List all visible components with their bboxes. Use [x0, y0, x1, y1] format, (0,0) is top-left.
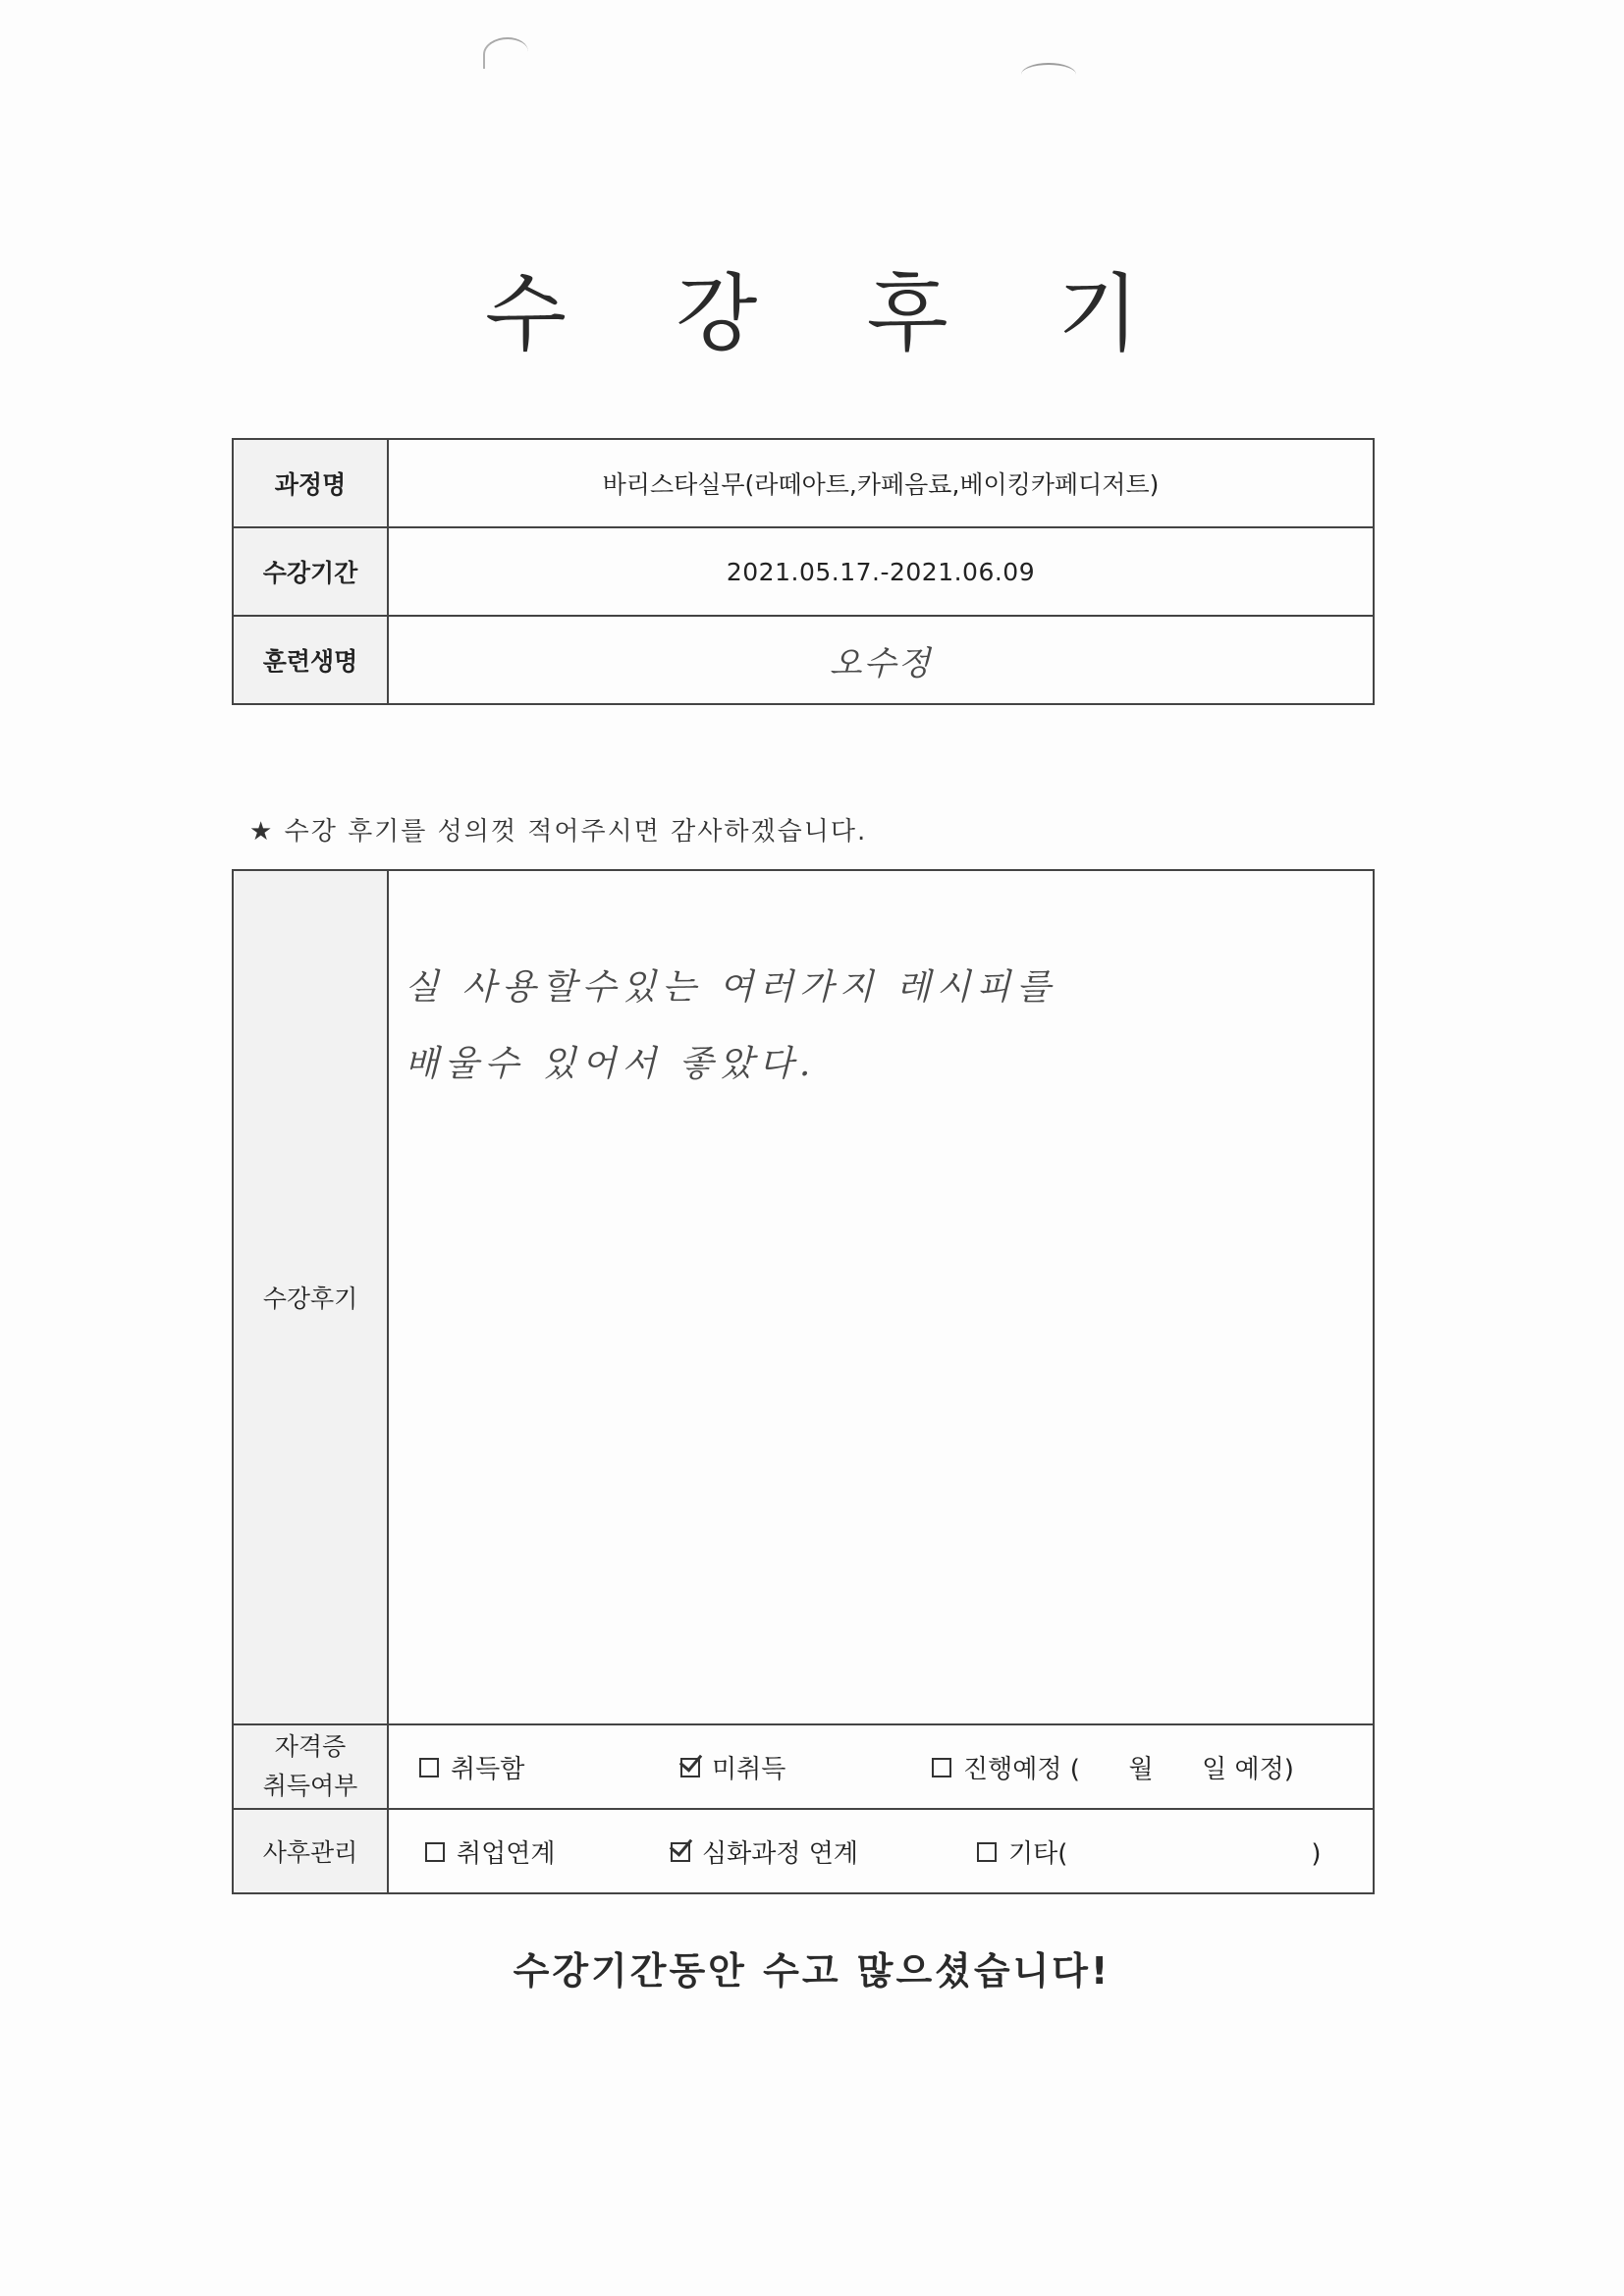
name-label: 훈련생명 — [233, 616, 388, 704]
punch-hole-mark — [1021, 63, 1076, 86]
review-label: 수강후기 — [233, 870, 388, 1724]
punch-hole-mark — [483, 37, 528, 69]
checked-checkbox-icon[interactable] — [671, 1842, 690, 1862]
option-label: 취득함 — [451, 1754, 525, 1784]
certificate-label-line: 취득여부 — [262, 1772, 358, 1800]
review-handwritten-line: 실 사용할수있는 여러가지 레시피를 — [405, 967, 1056, 1008]
trainee-name-handwritten — [388, 616, 1374, 704]
certificate-option-planned[interactable] — [932, 1749, 1294, 1785]
period-value: 2021.05.17.-2021.06.09 — [388, 527, 1374, 616]
checkbox-icon[interactable] — [425, 1842, 445, 1862]
instruction-note: ★ 수강 후기를 성의껏 적어주시면 감사하겠습니다. — [249, 817, 868, 847]
certificate-option-not-acquired[interactable] — [680, 1749, 785, 1785]
certificate-options — [388, 1724, 1374, 1809]
course-info-table — [232, 438, 1375, 705]
review-text-area[interactable] — [388, 870, 1374, 1724]
certificate-label — [233, 1724, 388, 1809]
certificate-option-acquired[interactable] — [419, 1749, 524, 1785]
option-label: 미취득 — [712, 1754, 786, 1784]
closing-message: 수강기간동안 수고 많으셨습니다! — [513, 1949, 1111, 1993]
aftercare-row — [233, 1809, 1374, 1893]
period-label: 수강기간 — [233, 527, 388, 616]
aftercare-option-advanced-course[interactable] — [671, 1833, 858, 1870]
option-label: 기타( ) — [1008, 1838, 1322, 1869]
aftercare-options — [388, 1809, 1374, 1893]
checkbox-icon[interactable] — [932, 1758, 951, 1777]
checkbox-icon[interactable] — [977, 1842, 997, 1862]
course-label: 과정명 — [233, 439, 388, 527]
option-label: 취업연계 — [457, 1838, 556, 1869]
review-handwritten-line: 배울수 있어서 좋았다. — [405, 1044, 817, 1084]
checkbox-icon[interactable] — [419, 1758, 439, 1777]
review-table — [232, 869, 1375, 1894]
certificate-row — [233, 1724, 1374, 1809]
document-title: 수 강 후 기 — [484, 265, 1181, 363]
trainee-name-text: 오수정 — [829, 643, 933, 683]
name-row — [233, 616, 1374, 704]
certificate-label-line: 자격증 — [274, 1732, 347, 1761]
review-row — [233, 870, 1374, 1724]
option-label: 진행예정 ( 월 일 예정) — [963, 1754, 1294, 1784]
course-row — [233, 439, 1374, 527]
course-value: 바리스타실무(라떼아트,카페음료,베이킹카페디저트) — [388, 439, 1374, 527]
option-label: 심화과정 연계 — [702, 1838, 858, 1869]
aftercare-label: 사후관리 — [233, 1809, 388, 1893]
aftercare-option-employment[interactable] — [425, 1833, 555, 1870]
checked-checkbox-icon[interactable] — [680, 1758, 700, 1777]
aftercare-option-other[interactable] — [977, 1833, 1321, 1870]
period-row — [233, 527, 1374, 616]
